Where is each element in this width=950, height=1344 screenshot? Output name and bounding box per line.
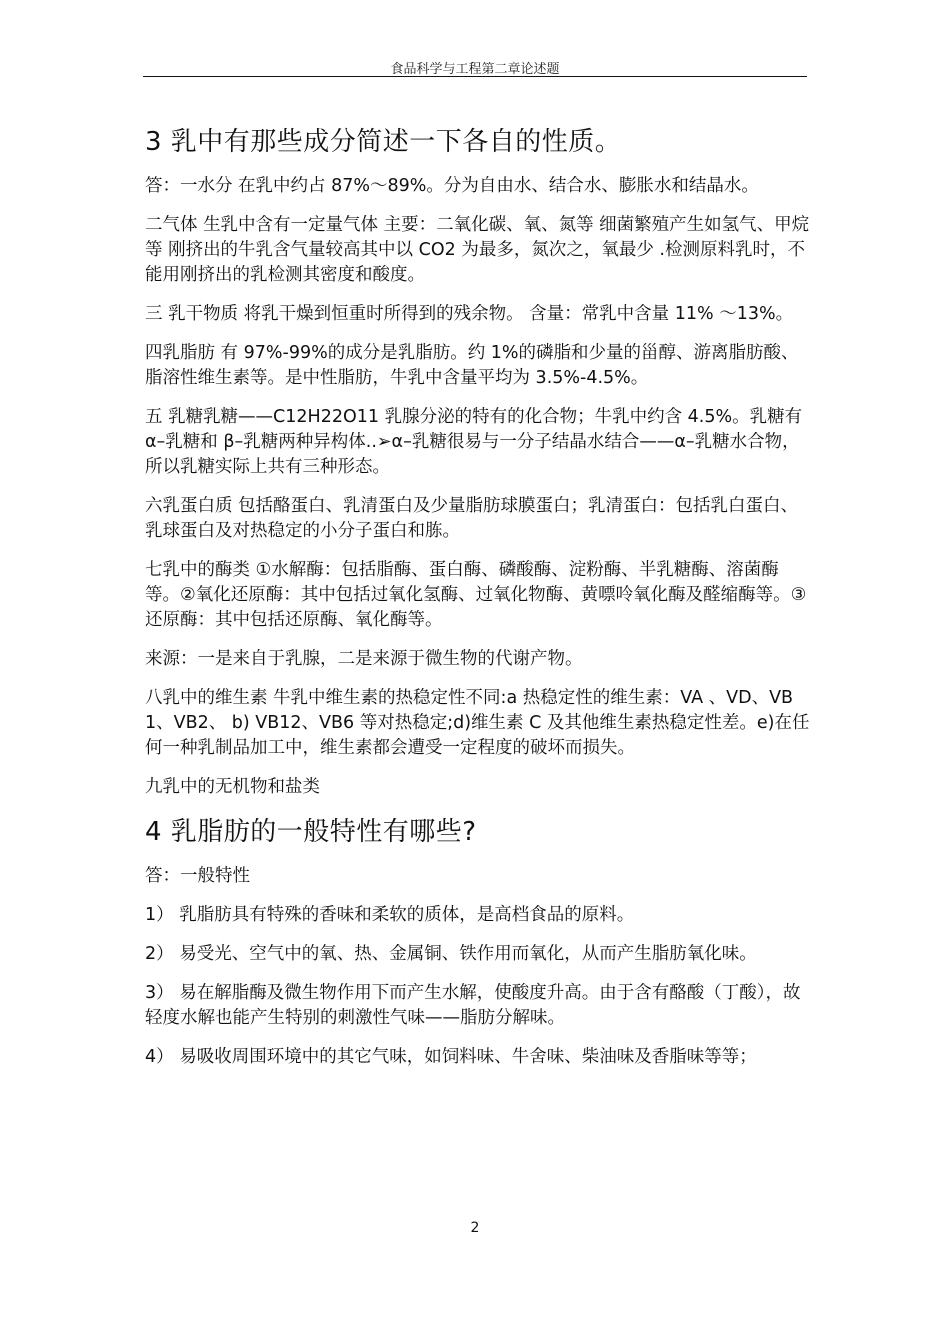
section-heading-4: 4 乳脂肪的一般特性有哪些?: [145, 817, 477, 847]
list-item: 1） 乳脂肪具有特殊的香味和柔软的质体，是高档食品的原料。: [145, 905, 635, 925]
running-header: 食品科学与工程第二章论述题: [390, 62, 560, 77]
paragraph: 答：一般特性: [145, 866, 250, 886]
paragraph: 九乳中的无机物和盐类: [145, 777, 320, 797]
paragraph: 七乳中的酶类 ①水解酶：包括脂酶、蛋白酶、磷酸酶、淀粉酶、半乳糖酶、溶菌酶等。②氧化还原酶：其中包括过氧化氢酶、过氧化物酶、黄嘌呤氧化酶及醛缩酶等。③还原酶：其中包括还原酶、氧化酶等。: [145, 560, 807, 630]
section-heading-3: 3 乳中有那些成分简述一下各自的性质。: [145, 127, 622, 157]
page-number: 2: [470, 1220, 480, 1236]
paragraph: 四乳脂肪 有 97%-99%的成分是乳脂肪。约 1%的磷脂和少量的甾醇、游离脂肪酸、脂溶性维生素等。是中性脂肪，牛乳中含量平均为 3.5%-4.5%。: [145, 343, 799, 388]
paragraph: 二气体 生乳中含有一定量气体 主要：二氧化碳、氧、氮等 细菌繁殖产生如氢气、甲烷等 刚挤出的牛乳含气量较高其中以 CO2 为最多，氮次之，氧最少 .检测原料乳时，不能用刚挤出的乳检测其密度和酸度。: [145, 215, 810, 285]
page-body: [145, 124, 810, 1084]
paragraph: 五 乳糖乳糖——C12H22O11 乳腺分泌的特有的化合物；牛乳中约含 4.5%。乳糖有 α–乳糖和 β–乳糖两种异构体..➢α–乳糖很易与一分子结晶水结合——α–乳糖水合物，所以乳糖实际上共有三种形态。: [145, 407, 803, 477]
list-item: 4） 易吸收周围环境中的其它气味，如饲料味、牛舍味、柴油味及香脂味等等；: [145, 1047, 757, 1067]
paragraph: 八乳中的维生素 牛乳中维生素的热稳定性不同:a 热稳定性的维生素：VA 、VD、VB1、VB2、 b) VB12、VB6 等对热稳定;d)维生素 C 及其他维生素热稳定性差。e)在任何一种乳制品加工中，维生素都会遭受一定程度的破坏而损失。: [145, 688, 810, 758]
paragraph: 来源：一是来自于乳腺，二是来源于微生物的代谢产物。: [145, 649, 583, 669]
paragraph: 六乳蛋白质 包括酪蛋白、乳清蛋白及少量脂肪球膜蛋白；乳清蛋白：包括乳白蛋白、乳球蛋白及对热稳定的小分子蛋白和胨。: [145, 496, 799, 541]
paragraph: 三 乳干物质 将乳干燥到恒重时所得到的残余物。 含量：常乳中含量 11% ～13%。: [145, 304, 794, 324]
header-rule: [143, 76, 807, 77]
list-item: 3） 易在解脂酶及微生物作用下而产生水解，使酸度升高。由于含有酪酸（丁酸），故轻度水解也能产生特别的刺激性气味——脂肪分解味。: [145, 983, 801, 1028]
list-item: 2） 易受光、空气中的氧、热、金属铜、铁作用而氧化，从而产生脂肪氧化味。: [145, 944, 757, 964]
paragraph: 答：一水分 在乳中约占 87%～89%。分为自由水、结合水、膨胀水和结晶水。: [145, 176, 759, 196]
